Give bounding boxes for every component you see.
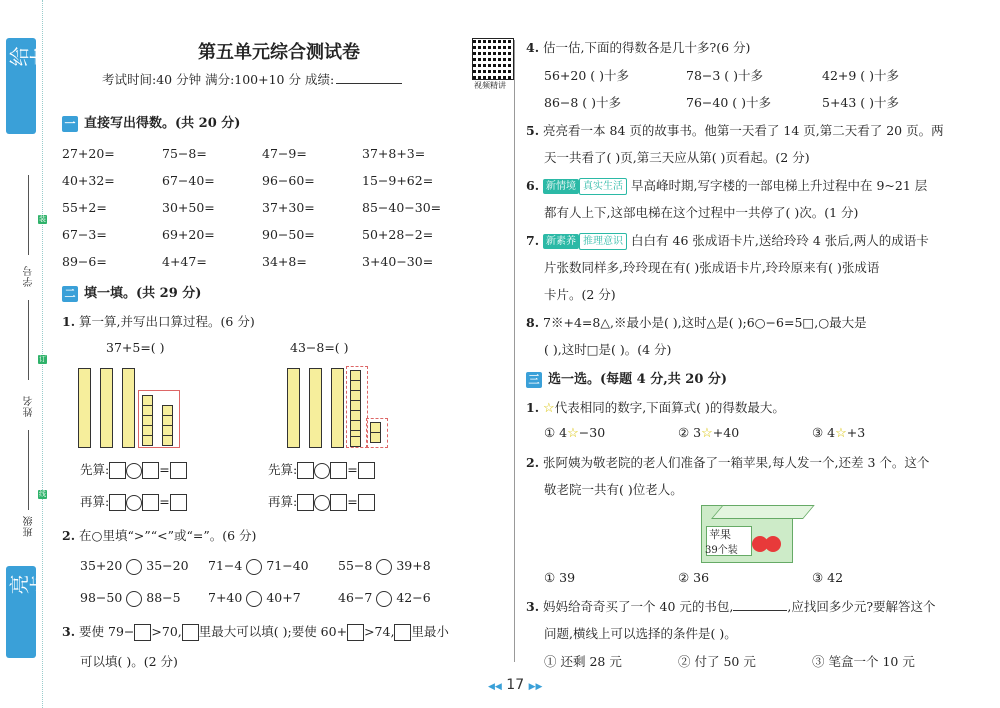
q2-7-line2: 片张数同样多,玲玲现在有( )张成语卡片,玲玲原来有( )张成语 <box>544 260 880 275</box>
next-arrow-icon: ▶▶ <box>528 682 543 692</box>
star-icon: ☆ <box>567 426 579 441</box>
q3-3-line1: 3. 妈妈给奇奇买了一个 40 元的书包, ,应找回多少元?要解答这个 <box>526 599 936 614</box>
calc-item: 15−9+62= <box>362 173 434 188</box>
option-1[interactable]: ① 4☆−30 <box>544 425 606 441</box>
q2-1-left-expr: 37+5=( ) <box>106 340 165 355</box>
calc-item: 3+40−30= <box>362 254 434 269</box>
section-1-heading: 一 直接写出得数。(共 20 分) <box>62 112 240 132</box>
calc-item: 30+50= <box>162 200 215 215</box>
q2-1-right-then: 再算: = <box>268 492 375 511</box>
q2-2-text: 2. 在○里填“>”“<”或“=”。(6 分) <box>62 528 257 543</box>
section-3-heading: 三 选一选。(每题 4 分,共 20 分) <box>526 368 727 388</box>
binding-mark: 装 <box>39 215 46 223</box>
name-label: 姓名 <box>24 395 35 417</box>
option-3[interactable]: ③ 笔盒一个 10 元 <box>812 654 915 669</box>
calc-item: 40+32= <box>62 173 115 188</box>
calc-item: 47−9= <box>262 146 307 161</box>
estimate-item: 5+43 ( )十多 <box>822 95 900 110</box>
q2-5-line1: 5. 亮亮看一本 84 页的故事书。他第一天看了 14 页,第二天看了 20 页。两 <box>526 123 944 138</box>
q3-3-line2: 问题,横线上可以选择的条件是( )。 <box>544 626 737 641</box>
q2-1-text: 1. 算一算,并写出口算过程。(6 分) <box>62 314 255 329</box>
page-title: 第五单元综合测试卷 <box>198 42 360 63</box>
qr-caption: 视频精讲 <box>474 81 506 90</box>
option-3[interactable]: ③ 42 <box>812 570 844 585</box>
option-2[interactable]: ② 付了 50 元 <box>678 654 756 669</box>
q2-4-text: 4. 估一估,下面的得数各是几十多?(6 分) <box>526 40 751 55</box>
q3-2-line1: 2. 张阿姨为敬老院的老人们准备了一箱苹果,每人发一个,还差 3 个。这个 <box>526 455 930 470</box>
calc-item: 67−3= <box>62 227 107 242</box>
option-1[interactable]: ① 还剩 28 元 <box>544 654 622 669</box>
q2-7-line3: 卡片。(2 分) <box>544 287 616 302</box>
q2-1-right-first: 先算: = <box>268 460 375 479</box>
qr-code-icon[interactable] <box>472 38 514 80</box>
compare-item: 98−50 88−5 <box>80 590 181 605</box>
calc-item: 96−60= <box>262 173 315 188</box>
binding-line <box>42 0 43 708</box>
compare-item: 7+40 40+7 <box>208 590 301 605</box>
calc-item: 67−40= <box>162 173 215 188</box>
q2-1-left-first: 先算: = <box>80 460 187 479</box>
bottom-tab: 亮点 <box>6 566 36 658</box>
option-2[interactable]: ② 3☆+40 <box>678 425 740 441</box>
q3-2-line2: 敬老院一共有( )位老人。 <box>544 482 683 497</box>
column-divider <box>514 40 515 662</box>
option-1[interactable]: ① 39 <box>544 570 576 585</box>
calc-item: 90−50= <box>262 227 315 242</box>
q2-8-line1: 8. 7※+4=8△,※最小是( ),这时△是( );6○−6=5□,○最大是 <box>526 315 867 330</box>
class-label: 班级 <box>24 515 35 537</box>
calc-item: 4+47= <box>162 254 207 269</box>
star-icon: ☆ <box>543 401 555 416</box>
estimate-item: 76−40 ( )十多 <box>686 95 771 110</box>
section-2-heading: 二 填一填。(共 29 分) <box>62 282 201 302</box>
q2-6-line2: 都有人上下,这部电梯在这个过程中一共停了( )次。(1 分) <box>544 205 859 220</box>
binding-mark: 订 <box>39 355 46 363</box>
binding-mark: 线 <box>39 490 46 498</box>
calc-item: 50+28−2= <box>362 227 434 242</box>
q3-1-text: 1. ☆代表相同的数字,下面算式( )的得数最大。 <box>526 400 785 416</box>
compare-item: 35+20 35−20 <box>80 558 189 573</box>
calc-item: 89−6= <box>62 254 107 269</box>
calc-item: 37+30= <box>262 200 315 215</box>
q2-1-left-then: 再算: = <box>80 492 187 511</box>
estimate-item: 86−8 ( )十多 <box>544 95 622 110</box>
q2-1-right-expr: 43−8=( ) <box>290 340 349 355</box>
student-number-label: 学号 <box>24 265 35 287</box>
q2-7-line1: 7. 新素养 推理意识 白白有 46 张成语卡片,送给玲玲 4 张后,两人的成语卡 <box>526 233 929 248</box>
q2-3-line2: 可以填( )。(2 分) <box>80 654 178 669</box>
q2-6-line1: 6. 新情境 真实生活 早高峰时期,写字楼的一部电梯上升过程中在 9~21 层 <box>526 178 928 193</box>
option-3[interactable]: ③ 4☆+3 <box>812 425 866 441</box>
calc-item: 75−8= <box>162 146 207 161</box>
estimate-item: 78−3 ( )十多 <box>686 68 764 83</box>
calc-item: 34+8= <box>262 254 307 269</box>
q2-5-line2: 天一共看了( )页,第三天应从第( )页看起。(2 分) <box>544 150 810 165</box>
calc-item: 27+20= <box>62 146 115 161</box>
calc-item: 85−40−30= <box>362 200 442 215</box>
option-2[interactable]: ② 36 <box>678 570 710 585</box>
exam-info: 考试时间:40 分钟 满分:100+10 分 成绩: <box>102 70 402 88</box>
binding-strip <box>0 0 50 708</box>
page-number: ◀◀ 17 ▶▶ <box>488 677 543 693</box>
calc-item: 37+8+3= <box>362 146 426 161</box>
compare-item: 71−4 71−40 <box>208 558 309 573</box>
calc-item: 55+2= <box>62 200 107 215</box>
compare-item: 55−8 39+8 <box>338 558 431 573</box>
calc-item: 69+20= <box>162 227 215 242</box>
estimate-item: 42+9 ( )十多 <box>822 68 900 83</box>
top-tab: 给力 <box>6 38 36 134</box>
star-icon: ☆ <box>835 426 847 441</box>
compare-item: 46−7 42−6 <box>338 590 431 605</box>
q2-3-line1: 3. 要使 79− >70, 里最大可以填( );要使 60+ >74, 里最小 <box>62 624 449 639</box>
estimate-item: 56+20 ( )十多 <box>544 68 629 83</box>
q2-8-line2: ( ),这时□是( )。(4 分) <box>544 342 672 357</box>
star-icon: ☆ <box>701 426 713 441</box>
prev-arrow-icon: ◀◀ <box>488 682 502 692</box>
